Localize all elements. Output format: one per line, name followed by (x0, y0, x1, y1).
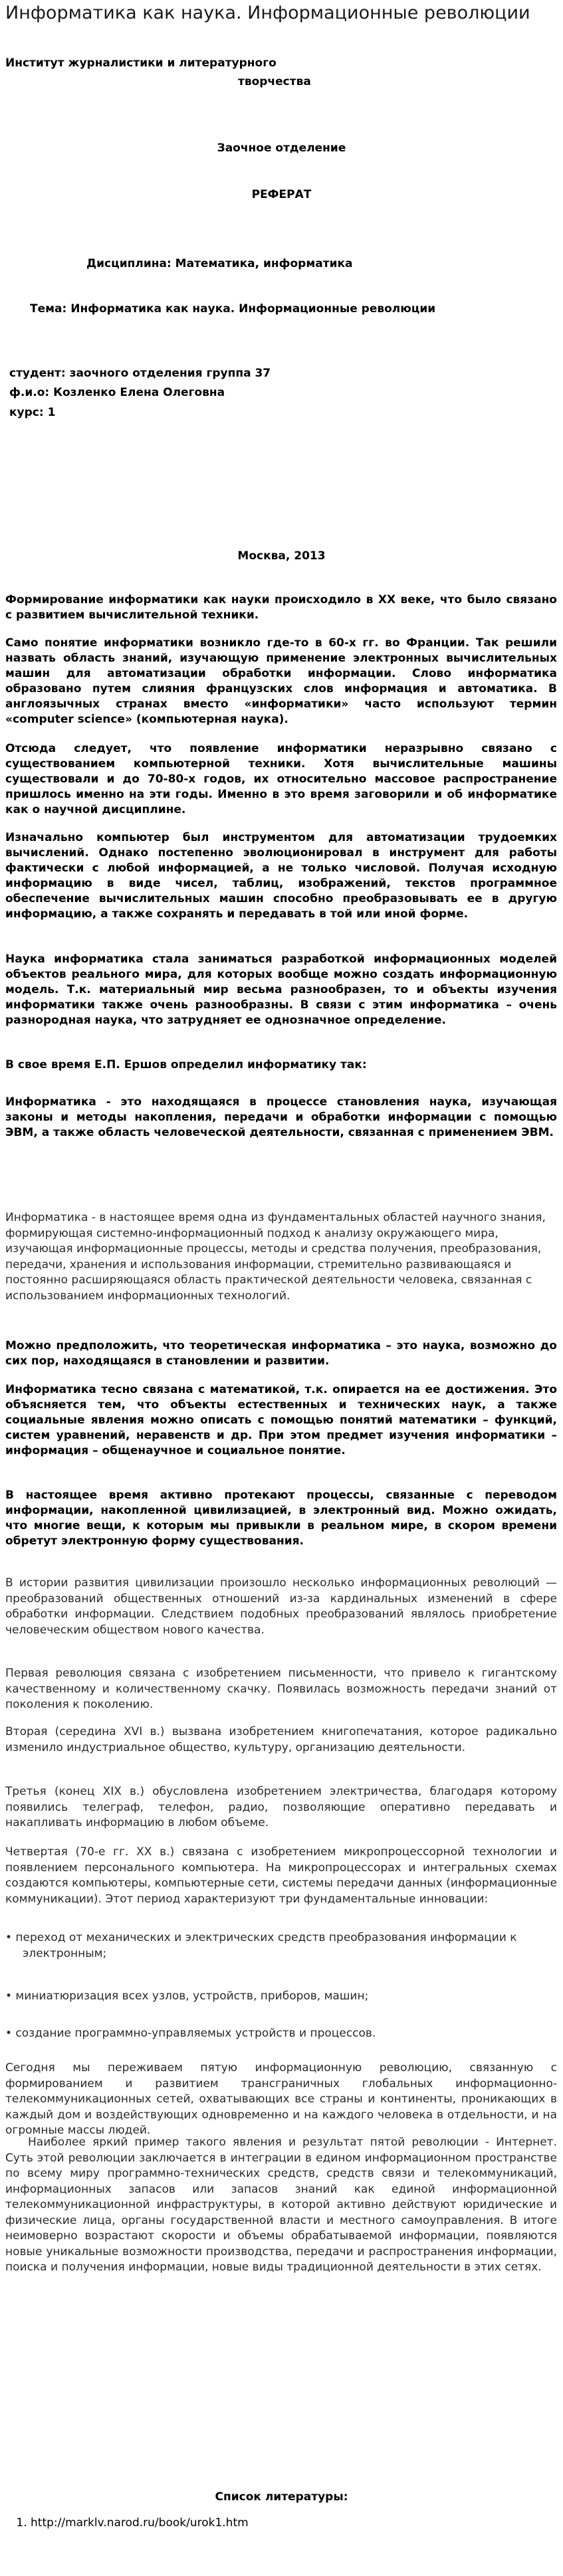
paragraph-fifth-revolution: Сегодня мы переживаем пятую информационную революцию, связанную с формированием и развитием трансграничных глобальных информационно-телекоммуникационных сетей, охватывающих все страны и континенты, проникающих в каждый дом и воздействующих одновременно и на каждого человека в отдельности, и на огромные массы людей. (5, 2061, 557, 2137)
paragraph-concept: Само понятие информатики возникло где-то в 60-х гг. во Франции. Так решили назвать область знаний, изучающую применение электронных вычислительных машин для автоматизации обработки информации. Слово информатика образовано путем слияния французских слов информация и автоматика. В англоязычных странах вместо «информатики» часто используют термин «computer science» (компьютерная наука). (5, 636, 557, 726)
paragraph-theoretical: Можно предположить, что теоретическая информатика – это наука, возможно до сих пор, находящаяся в становлении и развитии. (5, 1339, 557, 1368)
paragraph-modern-informatics: Информатика - в настоящее время одна из фундаментальных областей научного знания, формирующая системно-информационный подход к анализу окружающего мира, изучающая информационные процессы, методы и средства получения, преобразования, передачи, хранения и использования информации, стремительно развивающаяся и постоянно расширяющаяся область практической деятельности человека, связанная с использованием информационных технологий. (5, 1211, 546, 1303)
paragraph-evolution: Изначально компьютер был инструментом для автоматизации трудоемких вычислений. Однако постепенно эволюционировал в инструмент для работы фактически с любой информацией, а не только числовой. Получая исходную информацию в виде чисел, таблиц, изображений, текстов программное обеспечение вычислительных машин способно преобразовывать ее в другую информацию, а также сохранять и передавать в той или иной форме. (5, 831, 557, 921)
reference-item: 1. http://marklv.narod.ru/book/urok1.htm (31, 2516, 557, 2530)
paragraph-mathematics: Информатика тесно связана с математикой, т.к. опирается на ее достижения. Это объясняется тем, что объекты естественных и технических наук, а также социальные явления можно описать с помощью понятий математики – функций, систем уравнений, неравенств и др. При этом предмет изучения информатики – информация – общенаучное и социальное понятие. (5, 1383, 557, 1457)
institute-line-2: творчества (238, 75, 311, 88)
paragraph-models: Наука информатика стала заниматься разработкой информационных моделей объектов реального мира, для которых вообще можно создать информационную модель. Т.к. материальный мир весьма разнообразен, то и объекты изучения информатики также очень разнообразны. В связи с этим информатика – очень разнородная наука, что затрудняет ее однозначное определение. (5, 953, 557, 1027)
course-label: курс: 1 (9, 406, 56, 419)
page-title: Информатика как наука. Информационные революции (5, 3, 530, 23)
discipline-label: Дисциплина: Математика, информатика (86, 257, 353, 270)
references-list (5, 2516, 557, 2530)
institute-line-1: Институт журналистики и литературного (5, 56, 277, 70)
paragraph-internet: Наиболее яркий пример такого явления и результат пятой революции - Интернет. Суть этой революции заключается в интеграции в едином информационном пространстве по всему миру программно-технических средств, средств связи и телекоммуникаций, информационных запасов или запасов знаний как единой информационной телекоммуникационной инфраструктуры, в которой активно действуют юридические и физические лица, органы государственной власти и местного самоуправления. В итоге неимоверно возрастают скорости и объемы обрабатываемой информации, появляются новые уникальные возможности производства, передачи и распространения информации, поиска и получения информации, новые виды традиционной деятельности в этих сетях. (5, 2136, 557, 2274)
paragraph-revolutions-intro: В истории развития цивилизации произошло несколько информационных революций — преобразований общественных отношений из-за кардинальных изменений в сфере обработки информации. Следствием подобных преобразований являлось приобретение человеческим обществом нового качества. (5, 1576, 557, 1637)
city-year-label: Москва, 2013 (237, 549, 326, 563)
fio-label: ф.и.о: Козленко Елена Олеговна (9, 386, 225, 399)
paragraph-fourth-revolution: Четвертая (70-е гг. XX в.) связана с изобретением микропроцессорной технологии и появлением персонального компьютера. На микропроцессорах и интегральных схемах создаются компьютеры, компьютерные сети, системы передачи данных (информационные коммуникации). Этот период характеризуют три фундаментальные инновации: (5, 1845, 557, 1906)
bullet-item-electronic-line1: • переход от механических и электрических средств преобразования информации к (5, 1931, 517, 1944)
paragraph-second-revolution: Вторая (середина XVI в.) вызвана изобретением книгопечатания, которое радикально изменило индустриальное общество, культуру, организацию деятельности. (5, 1725, 557, 1754)
paragraph-definition: Информатика - это находящаяся в процессе становления наука, изучающая законы и методы накопления, передачи и обработки информации с помощью ЭВМ, а также область человеческой деятельности, связанная с применением ЭВМ. (5, 1095, 557, 1139)
paragraph-formation: Формирование информатики как науки происходило в XX веке, что было связано с развитием вычислительной техники. (5, 593, 557, 622)
references-heading: Список литературы: (215, 2490, 348, 2504)
department-label: Заочное отделение (217, 141, 346, 155)
bullet-item-electronic-line2: электронным; (23, 1946, 107, 1960)
topic-label: Тема: Информатика как наука. Информационные революции (30, 302, 436, 316)
paragraph-third-revolution: Третья (конец XIX в.) обусловлена изобретением электричества, благодаря которому появились телеграф, телефон, радио, позволяющие оперативно передавать и накапливать информацию в любом объеме. (5, 1785, 557, 1829)
bullet-item-programmable: • создание программно-управляемых устройств и процессов. (5, 2027, 376, 2040)
doc-type-label: РЕФЕРАТ (251, 188, 312, 201)
paragraph-first-revolution: Первая революция связана с изобретением письменности, что привело к гигантскому качественному и количественному скачку. Появилась возможность передачи знаний от поколения к поколению. (5, 1667, 557, 1711)
paragraph-digitalization: В настоящее время активно протекают процессы, связанные с переводом информации, накопленной цивилизацией, в электронный вид. Можно ожидать, что многие вещи, к которым мы привыкли в реальном мире, в скором времени обретут электронную форму существования. (5, 1489, 557, 1548)
bullet-item-electronic (5, 1930, 557, 1962)
paragraph-ershov: В свое время Е.П. Ершов определил информатику так: (5, 1058, 367, 1071)
paragraph-computers: Отсюда следует, что появление информатики неразрывно связано с существованием компьютерной техники. Хотя вычислительные машины существовали и до 70-80-х годов, их относительно массовое распространение пришлось именно на эти годы. Именно в это время заговорили и об информатике как о научной дисциплине. (5, 742, 557, 816)
bullet-item-miniaturization: • миниатюризация всех узлов, устройств, приборов, машин; (5, 1989, 369, 2003)
student-label: студент: заочного отделения группа 37 (9, 367, 271, 380)
